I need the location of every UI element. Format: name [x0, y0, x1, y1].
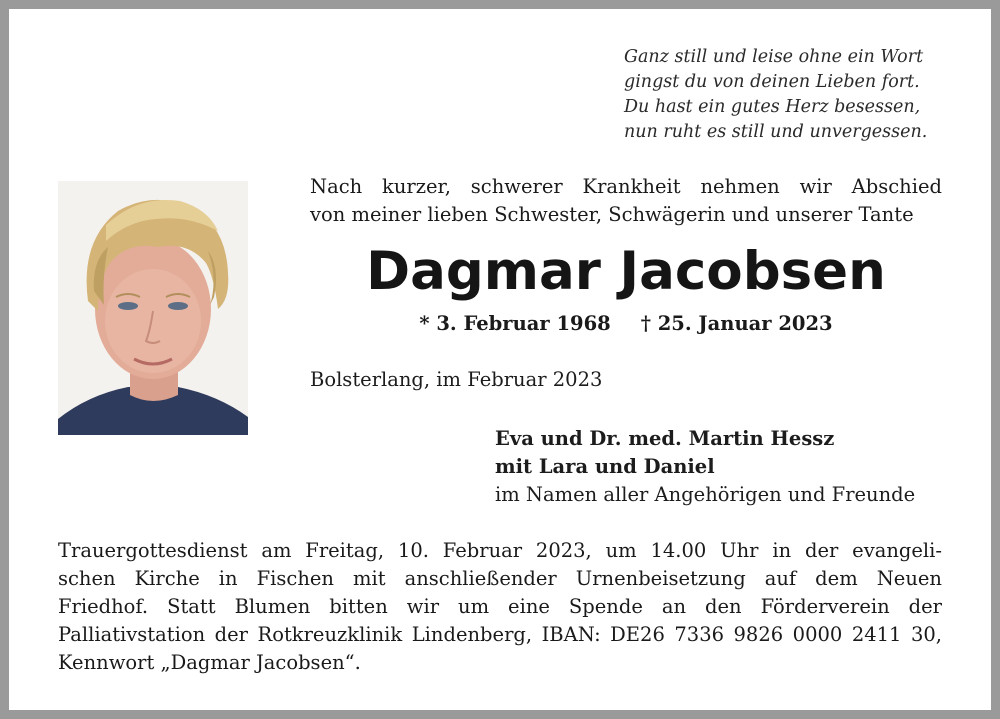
memorial-poem: [624, 45, 954, 145]
mourners-line: mit Lara und Daniel: [495, 455, 715, 478]
death-date: † 25. Januar 2023: [640, 312, 833, 335]
service-line: Kennwort „Dagmar Jacobsen“.: [58, 651, 361, 674]
service-line: schen Kirche in Fischen mit anschließender Urnenbeisetzung auf dem Neuen: [58, 567, 942, 590]
poem-line: gingst du von deinen Lieben fort.: [624, 72, 920, 92]
service-line: Trauergottesdienst am Freitag, 10. Februar 2023, um 14.00 Uhr in der evangeli-: [58, 539, 942, 562]
intro-line: von meiner lieben Schwester, Schwägerin und unserer Tante: [310, 203, 914, 226]
birth-date: * 3. Februar 1968: [419, 312, 611, 335]
mourners-line: im Namen aller Angehörigen und Freunde: [495, 483, 916, 506]
mourners-line: Eva und Dr. med. Martin Hessz: [495, 427, 835, 450]
mourners: [495, 425, 915, 509]
obituary-notice: [9, 9, 991, 710]
service-line: Friedhof. Statt Blumen bitten wir um eine Spende an den Förderverein der: [58, 595, 942, 618]
place-and-date: Bolsterlang, im Februar 2023: [310, 368, 603, 391]
intro-text: [310, 173, 942, 229]
intro-line: Nach kurzer, schwerer Krankheit nehmen wir Abschied: [310, 175, 942, 198]
service-line: Palliativstation der Rotkreuzklinik Lindenberg, IBAN: DE26 7336 9826 0000 2411 30,: [58, 623, 942, 646]
poem-line: nun ruht es still und unvergessen.: [624, 122, 928, 142]
life-dates: [310, 312, 942, 335]
portrait-photo: [58, 181, 248, 435]
funeral-service-info: [58, 537, 942, 677]
deceased-name: Dagmar Jacobsen: [366, 241, 886, 302]
poem-line: Ganz still und leise ohne ein Wort: [624, 47, 924, 67]
poem-line: Du hast ein gutes Herz besessen,: [624, 97, 921, 117]
